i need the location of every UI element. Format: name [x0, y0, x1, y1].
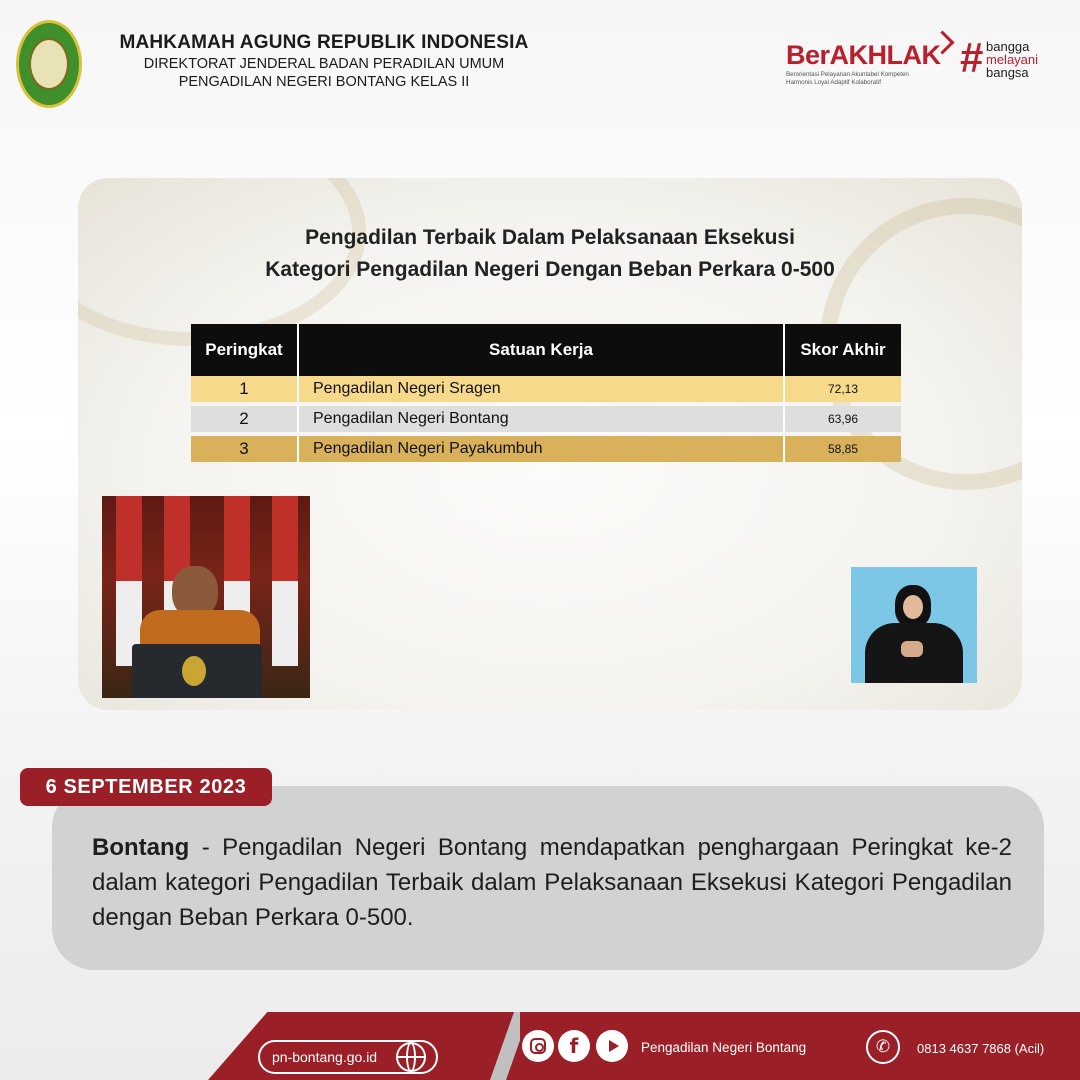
table-header-row	[191, 324, 901, 376]
unit-cell: Pengadilan Negeri Bontang	[298, 406, 784, 432]
website-url: pn-bontang.go.id	[272, 1049, 378, 1065]
contact-phone: 0813 4637 7868 (Acil)	[917, 1041, 1045, 1056]
table-row	[191, 436, 901, 462]
directorate-name: DIREKTORAT JENDERAL BADAN PERADILAN UMUM	[143, 56, 505, 72]
speaker-video-inset	[102, 496, 310, 698]
bangsa-word: bangsa	[986, 65, 1029, 80]
table-row	[191, 376, 901, 402]
column-header-rank: Peringkat	[191, 324, 298, 376]
score-cell: 63,96	[784, 406, 901, 432]
facebook-icon[interactable]: f	[558, 1030, 590, 1062]
whatsapp-icon[interactable]: ✆	[866, 1030, 900, 1064]
ranking-table	[191, 324, 901, 462]
institution-name: MAHKAMAH AGUNG REPUBLIK INDONESIA	[119, 32, 529, 53]
institution-header	[104, 32, 544, 90]
news-paragraph	[92, 830, 1012, 935]
berakhlak-tagline-1: Berorientasi Pelayanan Akuntabel Kompeten	[786, 71, 909, 78]
berakhlak-tagline-2: Harmonis Loyal Adaptif Kolaboratif	[786, 79, 881, 86]
news-text-box	[52, 786, 1044, 970]
bangga-word: bangga	[986, 39, 1030, 54]
column-header-score: Skor Akhir	[784, 324, 901, 376]
column-header-unit: Satuan Kerja	[298, 324, 784, 376]
unit-cell: Pengadilan Negeri Sragen	[298, 376, 784, 402]
rank-cell: 2	[191, 406, 298, 432]
news-body: - Pengadilan Negeri Bontang mendapatkan penghargaan Peringkat ke-2 dalam kategori Pengadilan Terbaik dalam Pelaksanaan Eksekusi Kategori Pengadilan dengan Beban Perkara 0-500.	[92, 834, 1012, 931]
melayani-word: melayani	[986, 52, 1039, 67]
news-lead: Bontang	[92, 834, 190, 861]
berakhlak-word: BerAKHLAK	[786, 40, 941, 70]
slide-title: Pengadilan Terbaik Dalam Pelaksanaan Eksekusi	[305, 226, 795, 249]
sign-language-interpreter-inset	[851, 567, 977, 683]
court-seal-icon	[16, 20, 82, 108]
unit-cell: Pengadilan Negeri Payakumbuh	[298, 436, 784, 462]
event-photo-card	[78, 178, 1022, 710]
social-account-name: Pengadilan Negeri Bontang	[641, 1040, 807, 1055]
score-cell: 72,13	[784, 376, 901, 402]
instagram-icon[interactable]	[522, 1030, 554, 1062]
slide-subtitle: Kategori Pengadilan Negeri Dengan Beban Perkara 0-500	[265, 258, 835, 281]
table-row	[191, 406, 901, 432]
podium-emblem-icon	[182, 656, 206, 686]
score-cell: 58,85	[784, 436, 901, 462]
rank-cell: 3	[191, 436, 298, 462]
berakhlak-logo	[786, 40, 946, 87]
youtube-icon[interactable]	[596, 1030, 628, 1062]
hashtag-icon: #	[960, 34, 984, 81]
court-name: PENGADILAN NEGERI BONTANG KELAS II	[178, 74, 470, 90]
globe-icon[interactable]	[396, 1042, 426, 1072]
rank-cell: 1	[191, 376, 298, 402]
date-badge: 6 SEPTEMBER 2023	[20, 768, 272, 806]
